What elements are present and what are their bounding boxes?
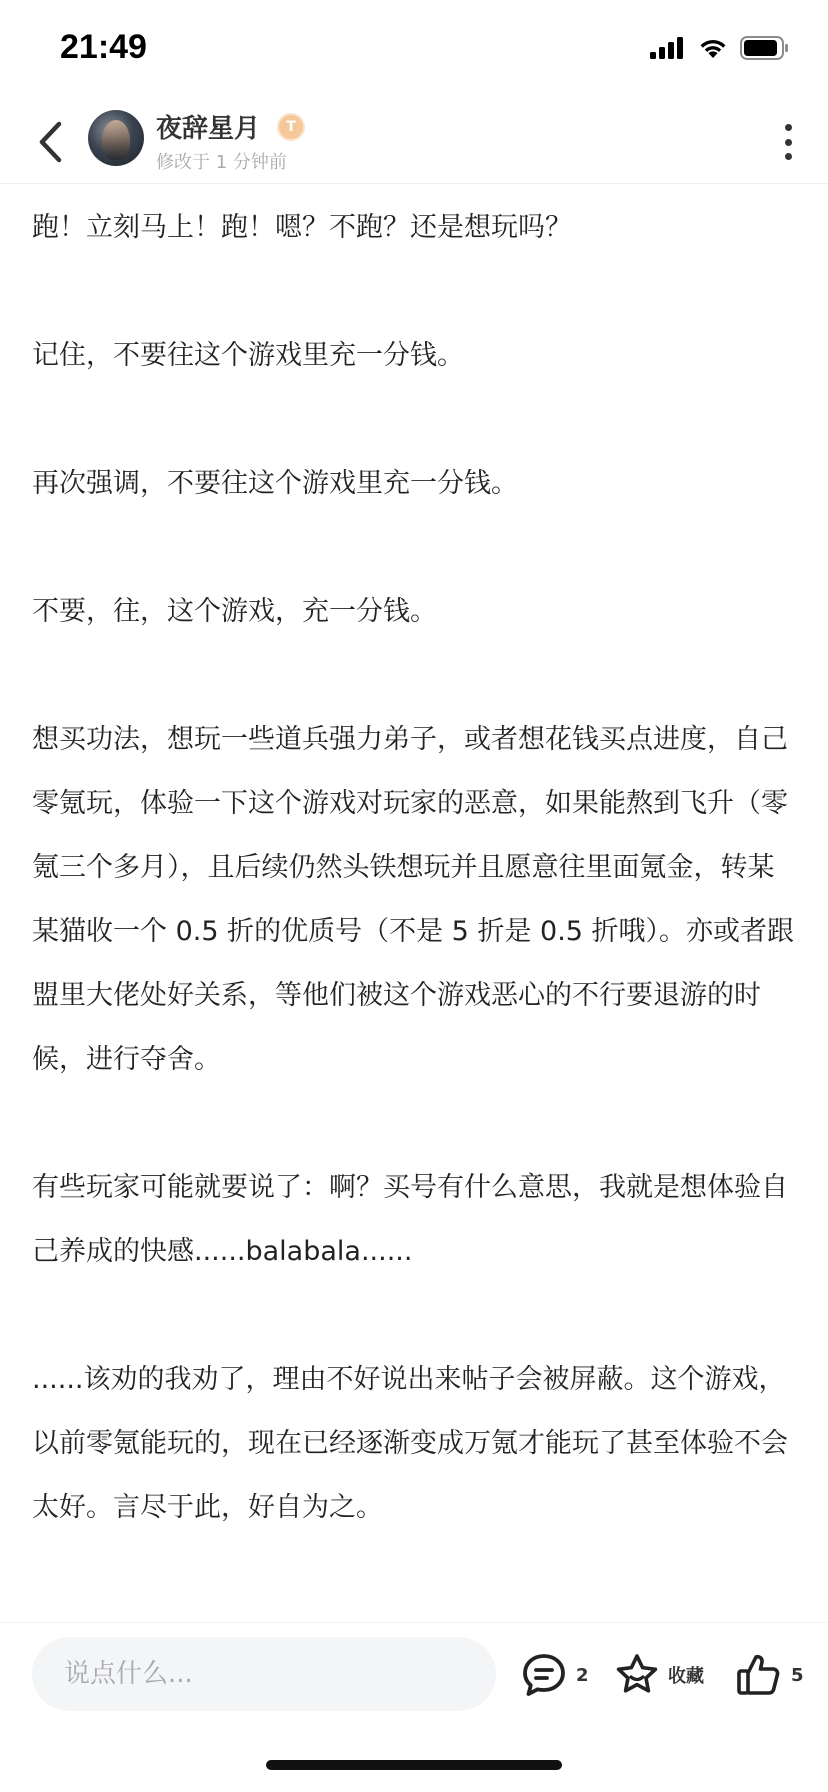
more-dot: [785, 153, 792, 160]
wifi-icon: [698, 37, 728, 59]
more-options-button[interactable]: [778, 120, 798, 164]
avatar[interactable]: [88, 110, 144, 166]
cellular-signal-icon: [650, 37, 686, 59]
comment-button[interactable]: [520, 1651, 589, 1699]
paragraph: 再次强调，不要往这个游戏里充一分钱。: [32, 468, 518, 499]
like-button[interactable]: [735, 1651, 804, 1699]
level-badge: T: [277, 113, 305, 141]
author-name[interactable]: 夜辞星月: [156, 114, 261, 144]
battery-icon: [740, 36, 790, 60]
home-indicator[interactable]: [266, 1760, 562, 1770]
like-count: 5: [791, 1664, 804, 1686]
paragraph: 记住，不要往这个游戏里充一分钱。: [32, 340, 464, 371]
chevron-left-icon: [37, 120, 63, 164]
thumbs-up-icon: [735, 1652, 783, 1698]
back-button[interactable]: [30, 118, 70, 166]
star-icon: [614, 1652, 660, 1698]
favorite-label: 收藏: [668, 1666, 704, 1687]
paragraph: 有些玩家可能就要说了：啊？买号有什么意思，我就是想体验自己养成的快感......balabala......: [32, 1172, 788, 1267]
comment-input[interactable]: [32, 1637, 496, 1711]
status-icons: [650, 36, 790, 60]
comment-bubble-icon: [520, 1652, 568, 1698]
paragraph: 不要，往，这个游戏，充一分钱。: [32, 596, 437, 627]
status-bar: [0, 0, 828, 100]
post-body: [32, 196, 800, 1604]
more-vertical-icon: [785, 124, 792, 131]
more-dot: [785, 139, 792, 146]
paragraph: ......该劝的我劝了，理由不好说出来帖子会被屏蔽。这个游戏，以前零氪能玩的，现在已经逐渐变成万氪才能玩了甚至体验不会太好。言尽于此，好自为之。: [32, 1364, 788, 1523]
post-header: [0, 100, 828, 184]
status-time: 21:49: [60, 28, 147, 66]
favorite-button[interactable]: [614, 1651, 704, 1699]
edited-timestamp: 修改于 1 分钟前: [156, 152, 287, 173]
paragraph: 想买功法，想玩一些道兵强力弟子，或者想花钱买点进度，自己零氪玩，体验一下这个游戏对玩家的恶意，如果能熬到飞升（零氪三个多月），且后续仍然头铁想玩并且愿意往里面氪金，转某某猫收一个 0.5 折的优质号（不是 5 折是 0.5 折哦）。亦或者跟盟里大佬处好关系，等他们被这个游戏恶心的不行要退游的时候，进行夺舍。: [32, 724, 795, 1075]
comment-count: 2: [576, 1664, 589, 1686]
paragraph: 跑！立刻马上！跑！嗯？不跑？还是想玩吗？: [32, 212, 572, 243]
